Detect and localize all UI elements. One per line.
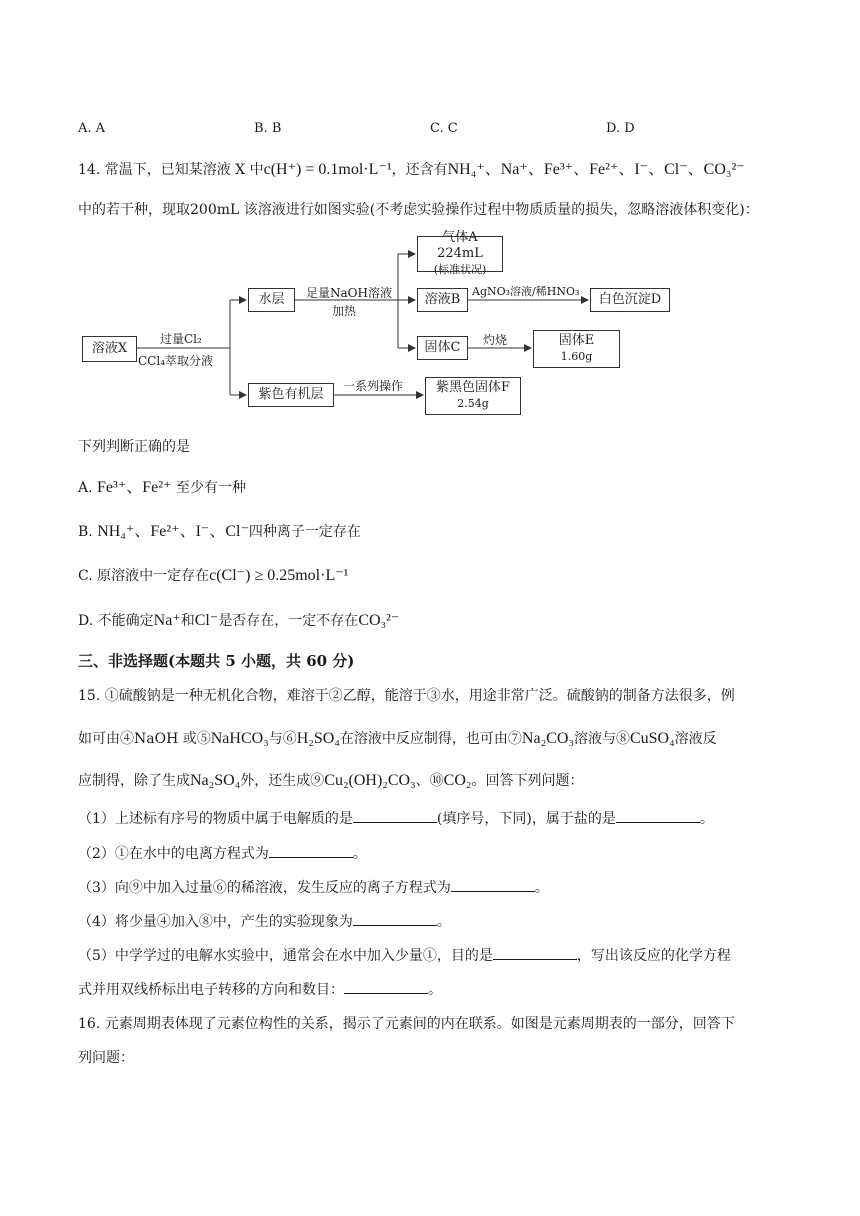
- option-c-text: 原溶液中一定存在: [97, 568, 210, 584]
- q15-cu2oh2co3: Cu₂(OH)₂CO₃: [324, 772, 416, 789]
- option-c-formula: c(Cl⁻) ≥ 0.25mol·L⁻¹: [209, 567, 349, 584]
- solid-e-label: 固体E: [558, 333, 595, 348]
- option-b-text: 四种离子一定存在: [248, 524, 361, 540]
- prev-option-c: C. C: [430, 121, 458, 136]
- q14-ion-list: NH₄⁺、Na⁺、Fe³⁺、Fe²⁺、I⁻、Cl⁻、CO₃²⁻: [447, 161, 745, 178]
- option-d-label: D.: [78, 613, 94, 629]
- label-naoh: 足量NaOH溶液: [306, 286, 392, 300]
- option-d-formula: Na⁺: [153, 612, 181, 629]
- prev-option-b: B. B: [254, 121, 282, 136]
- sub2-text-a: （2）①在水中的电离方程式为: [78, 846, 269, 862]
- q15-l3c: 、⑩: [415, 773, 444, 789]
- q15-l3d: 。回答下列问题：: [471, 773, 584, 789]
- section-3-heading: 三、非选择题(本题共 5 小题，共 60 分): [78, 652, 355, 670]
- sub5-text-b: ，写出该反应的化学方程: [576, 948, 731, 964]
- flowchart-connectors: [0, 0, 860, 430]
- option-b-formula: NH₄⁺、Fe²⁺、I⁻、Cl⁻: [97, 523, 249, 540]
- q16-line2: 列问题：: [78, 1050, 134, 1066]
- sub3-text-a: （3）向⑨中加入过量⑥的稀溶液，发生反应的离子方程式为: [78, 880, 451, 896]
- answer-blank-salts[interactable]: [616, 808, 700, 823]
- option-b-label: B.: [78, 524, 93, 540]
- q15-sub4: [78, 911, 451, 932]
- box-solid-c: [417, 336, 468, 360]
- box-water-layer: [248, 288, 295, 312]
- q15-l2c: 在溶液中反应制得，也可由⑦: [339, 731, 522, 747]
- gas-a-label: 气体A 224mL: [437, 230, 483, 261]
- q14-judge-prompt: 下列判断正确的是: [78, 439, 190, 455]
- q15-sub5-line1: [78, 945, 731, 966]
- answer-blank-phenomenon[interactable]: [353, 911, 437, 926]
- option-d-formula2: Cl⁻: [194, 612, 219, 629]
- box-purple-layer: [248, 383, 334, 407]
- option-d-text: 不能确定: [97, 613, 154, 629]
- label-excess-cl2: 过量Cl₂: [160, 332, 202, 346]
- option-d-text3: 是否存在，一定不存在: [218, 613, 359, 629]
- q14-option-c: [78, 566, 348, 586]
- q15-line3: [78, 771, 583, 791]
- sub4-text-b: 。: [436, 914, 451, 930]
- answer-blank-equation[interactable]: [344, 979, 428, 994]
- q15-nahco3: NaHCO₃: [210, 730, 269, 747]
- q15-l3a: 应制得，除了生成: [78, 773, 190, 789]
- sub5-text-c: 式并用双线桥标出电子转移的方向和数目：: [78, 982, 344, 998]
- sub2-text-b: 。: [352, 846, 367, 862]
- q15-sub2: [78, 843, 367, 864]
- q15-sub3: [78, 877, 549, 898]
- option-c-label: C.: [78, 568, 93, 584]
- answer-blank-ionic-equation[interactable]: [451, 877, 535, 892]
- q15-l2d: 溶液与⑧: [573, 731, 630, 747]
- q14-option-d: [78, 611, 399, 631]
- q14-option-a: [78, 478, 246, 498]
- option-a-formula: Fe³⁺、Fe²⁺: [97, 479, 172, 496]
- purple-layer-label: 紫色有机层: [258, 387, 324, 402]
- box-gas-a: [417, 230, 503, 276]
- box-solid-f: [425, 377, 521, 415]
- q15-l2b: 与⑥: [268, 731, 297, 747]
- label-agno3: AgNO₃溶液/稀HNO₃: [472, 285, 580, 298]
- solid-f-label: 紫黑色固体F: [435, 380, 511, 395]
- q14-line2: 中的若干种，现取200mL 该溶液进行如图实验(不考虑实验操作过程中物质质量的损失，忽略溶液体积变化)：: [78, 202, 759, 218]
- prev-option-d: D. D: [606, 121, 635, 136]
- water-layer-label: 水层: [258, 292, 285, 307]
- q15-l3b: 外，还生成⑨: [240, 773, 325, 789]
- gas-a-note: (标准状况): [433, 263, 487, 276]
- option-d-formula3: CO₃²⁻: [358, 612, 400, 629]
- answer-blank-electrolytes[interactable]: [353, 808, 437, 823]
- option-a-label: A.: [78, 480, 93, 496]
- q15-line2: [78, 729, 717, 749]
- solid-e-mass: 1.60g: [560, 350, 593, 363]
- q14-mid: ，还含有: [391, 162, 448, 178]
- sub1-text-a: （1）上述标有序号的物质中属于电解质的是: [78, 811, 353, 827]
- box-solution-x: [82, 336, 137, 362]
- q15-na2so4: Na₂SO₄: [190, 772, 241, 789]
- label-burn: 灼烧: [483, 333, 508, 347]
- q16-line1: 16. 元素周期表体现了元素位构性的关系，揭示了元素间的内在联系。如图是元素周期表的一部分，回答下: [78, 1016, 735, 1032]
- q15-l2e: 溶液反: [674, 731, 717, 747]
- q15-cuso4: CuSO₄: [629, 730, 675, 747]
- prev-option-a: A. A: [78, 121, 106, 136]
- q14-h-concentration: c(H⁺) = 0.1mol·L⁻¹: [263, 161, 392, 178]
- option-d-text2: 和: [180, 613, 195, 629]
- solution-x-label: 溶液X: [91, 341, 128, 356]
- q15-sub1: [78, 808, 714, 829]
- q15-na2co3: Na₂CO₃: [521, 730, 574, 747]
- option-a-text: 至少有一种: [175, 480, 246, 496]
- sub1-text-b: (填序号，下同)，属于盐的是: [436, 811, 616, 827]
- q15-line1: 15. ①硫酸钠是一种无机化合物，难溶于②乙醇，能溶于③水，用途非常广泛。硫酸钠的制备方法很多，例: [78, 688, 735, 704]
- q15-sub5-line2: [78, 979, 442, 1000]
- q14-prefix: 14. 常温下，已知某溶液 X 中: [78, 162, 264, 178]
- q15-co2: CO₂: [443, 772, 472, 789]
- label-heat: 加热: [332, 304, 357, 318]
- box-solid-e: [533, 330, 620, 368]
- q15-h2so4: H₂SO₄: [296, 730, 340, 747]
- white-ppt-d-label: 白色沉淀D: [598, 292, 662, 307]
- sub4-text-a: （4）将少量④加入⑧中，产生的实验现象为: [78, 914, 353, 930]
- solid-c-label: 固体C: [424, 340, 461, 355]
- label-ccl4-extract: CCl₄萃取分液: [138, 354, 214, 368]
- label-series-ops: 一系列操作: [343, 379, 404, 393]
- q14-option-b: [78, 522, 361, 542]
- answer-blank-ionization[interactable]: [269, 843, 353, 858]
- sub3-text-b: 。: [534, 880, 549, 896]
- solid-f-mass: 2.54g: [457, 397, 489, 410]
- answer-blank-purpose[interactable]: [493, 945, 577, 960]
- solution-b-label: 溶液B: [424, 292, 461, 307]
- q15-l2a: 如可由④NaOH 或⑤: [78, 731, 211, 747]
- box-solution-b: [417, 288, 468, 312]
- box-white-ppt-d: [590, 288, 670, 312]
- sub5-text-a: （5）中学学过的电解水实验中，通常会在水中加入少量①，目的是: [78, 948, 493, 964]
- sub1-text-c: 。: [699, 811, 714, 827]
- sub5-text-d: 。: [428, 982, 442, 998]
